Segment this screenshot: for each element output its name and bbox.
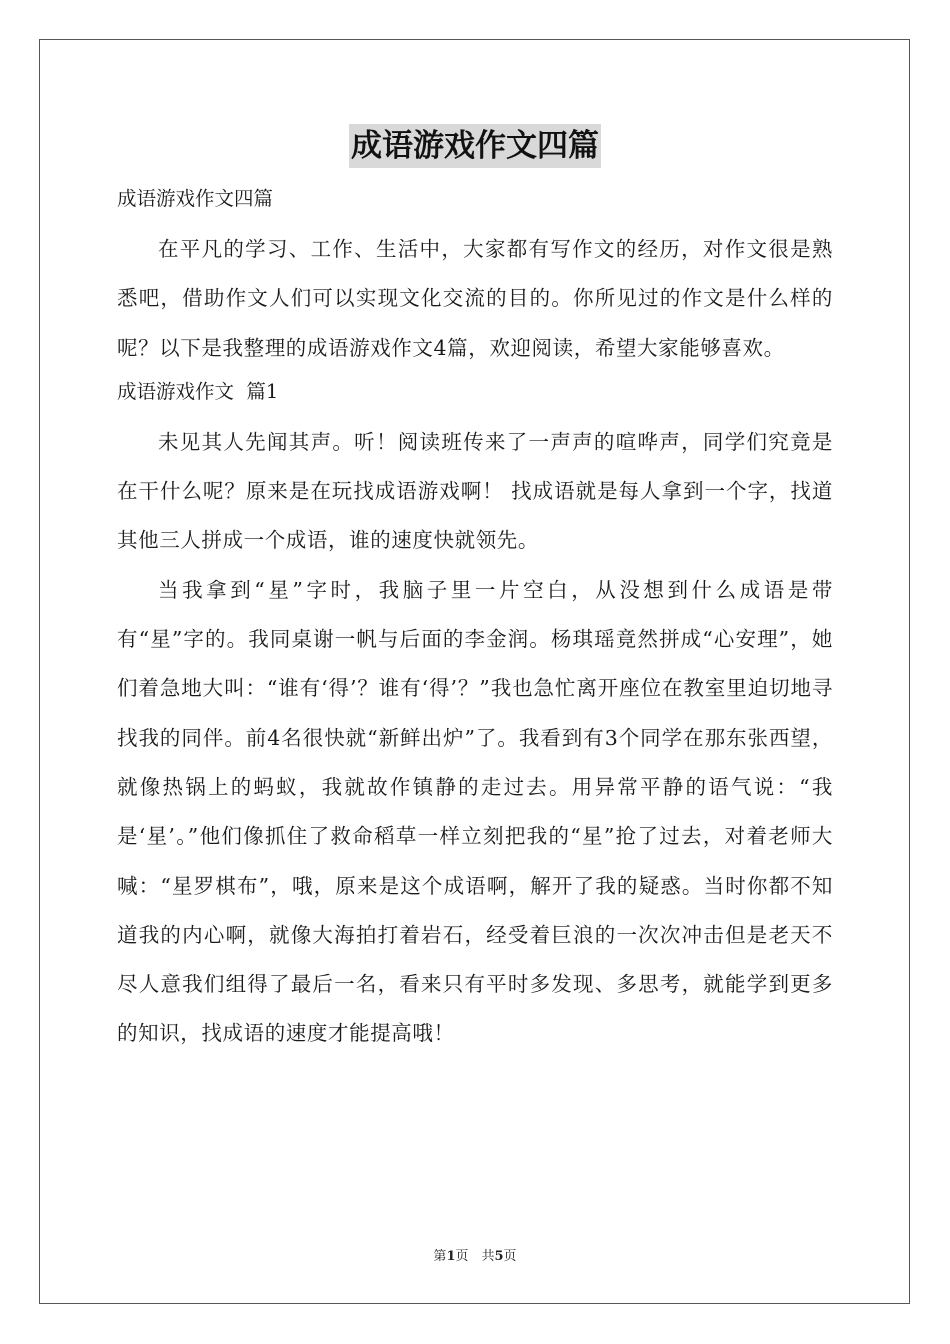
intro-paragraph: 在平凡的学习、工作、生活中，大家都有写作文的经历，对作文很是熟悉吧，借助作文人们可以实现文化交流的目的。你所见过的作文是什么样的呢？以下是我整理的成语游戏作文4篇，欢迎阅读，希望大家能够喜欢。 bbox=[117, 237, 833, 360]
section-heading: 成语游戏作文 篇1 bbox=[117, 379, 279, 403]
document-title: 成语游戏作文四篇 bbox=[349, 124, 601, 168]
document-subtitle: 成语游戏作文四篇 bbox=[117, 187, 274, 210]
footer-page-current: 1 bbox=[446, 1249, 456, 1264]
title-container bbox=[0, 124, 950, 168]
page-footer bbox=[0, 1245, 950, 1264]
body-paragraph: 未见其人先闻其声。听！阅读班传来了一声声的喧哗声，同学们究竟是在干什么呢？原来是在玩找成语游戏啊！ 找成语就是每人拿到一个字，找道其他三人拼成一个成语，谁的速度快就领先。 bbox=[117, 429, 833, 553]
footer-prefix: 第 bbox=[433, 1249, 447, 1264]
footer-page-total: 5 bbox=[494, 1249, 504, 1264]
footer-mid: 页 共 bbox=[455, 1249, 495, 1264]
footer-suffix: 页 bbox=[503, 1249, 517, 1264]
document-body bbox=[117, 180, 833, 1059]
body-paragraph: 当我拿到“星”字时，我脑子里一片空白，从没想到什么成语是带有“星”字的。我同桌谢一帆与后面的李金润。杨琪瑶竟然拼成“心安理”，她们着急地大叫：“谁有‘得’？谁有‘得’？”我也急忙离开座位在教室里迫切地寻找我的同伴。前4名很快就“新鲜出炉”了。我看到有3个同学在那东张西望，就像热锅上的蚂蚁，我就故作镇静的走过去。用异常平静的语气说：“我是‘星’。”他们像抓住了救命稻草一样立刻把我的“星”抢了过去，对着老师大喊：“星罗棋布”，哦，原来是这个成语啊，解开了我的疑惑。当时你都不知道我的内心啊，就像大海拍打着岩石，经受着巨浪的一次次冲击但是老天不尽人意我们组得了最后一名，看来只有平时多发现、多思考，就能学到更多的知识，找成语的速度才能提高哦！ bbox=[117, 577, 833, 1046]
